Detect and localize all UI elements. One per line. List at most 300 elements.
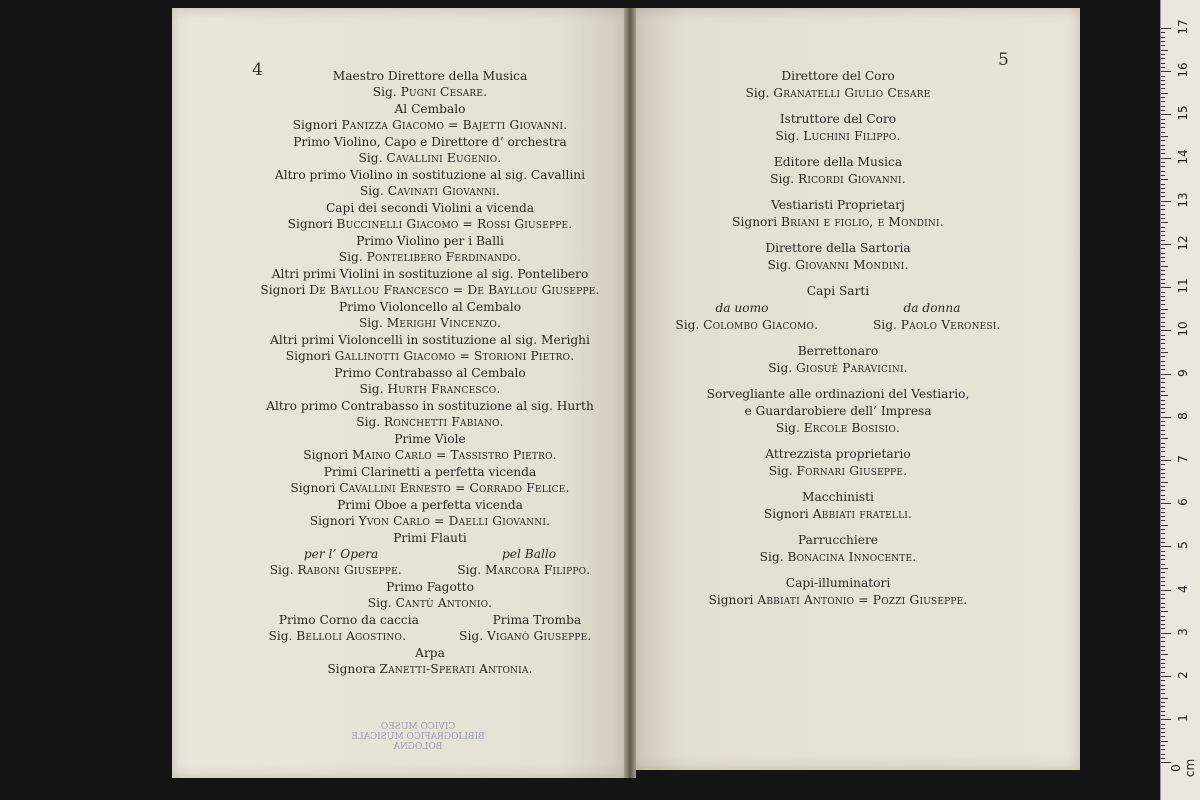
name-prefix: Signori (763, 507, 813, 521)
ruler-tick (1161, 572, 1165, 573)
ruler-tick (1161, 499, 1165, 500)
name-prefix: Sig. (372, 85, 401, 99)
ruler-tick (1161, 343, 1165, 344)
ruler-tick (1161, 28, 1171, 29)
credit-entry (242, 332, 618, 364)
person-line (242, 447, 618, 463)
credit-entry (242, 497, 618, 529)
ruler-tick (1161, 382, 1165, 383)
credit-entry (648, 197, 1028, 231)
ruler-tick (1161, 287, 1171, 288)
ruler-tick (1161, 693, 1165, 694)
ruler-tick (1161, 516, 1165, 517)
person-name: Hurth Francesco. (387, 382, 501, 396)
ruler-tick (1161, 529, 1165, 530)
person-line (648, 420, 1028, 437)
name-prefix: Sig. (745, 86, 774, 100)
name-prefix: Signori (290, 481, 340, 495)
ruler-tick (1161, 41, 1165, 42)
name-prefix: Signori (708, 593, 758, 607)
ruler-tick (1161, 205, 1165, 206)
ruler-tick (1161, 201, 1171, 202)
ruler-tick (1161, 689, 1165, 690)
ruler-label: 7 (1176, 455, 1190, 463)
ruler-tick (1161, 356, 1165, 357)
ruler-tick (1161, 296, 1165, 297)
ruler-tick (1161, 209, 1165, 210)
person-name: Maino Carlo = Tassistro Pietro. (352, 448, 557, 462)
credit-entry (242, 233, 618, 265)
name-prefix: Sig. (768, 464, 797, 478)
ruler-tick (1161, 348, 1165, 349)
ruler-tick (1161, 400, 1165, 401)
ruler-label: 8 (1176, 411, 1190, 420)
ruler-tick (1161, 525, 1168, 526)
name-prefix: Signori (292, 118, 342, 132)
credit-entry (648, 240, 1028, 274)
ruler-tick (1161, 369, 1165, 370)
ruler-tick (1161, 447, 1165, 448)
name-prefix: Signori (303, 448, 353, 462)
ruler-tick (1161, 261, 1165, 262)
ruler-tick (1161, 624, 1165, 625)
ruler-tick (1161, 508, 1165, 509)
ruler-tick (1161, 110, 1165, 111)
ruler-tick (1161, 706, 1165, 707)
person-line (242, 595, 618, 611)
library-stamp (318, 722, 518, 752)
ruler-label: 16 (1176, 62, 1190, 78)
person-name: Bonacina Innocente. (787, 550, 917, 564)
name-prefix: Sig. (367, 596, 396, 610)
ruler-tick (1161, 503, 1171, 504)
name-prefix: Sig. (268, 629, 297, 643)
ruler-tick (1161, 702, 1165, 703)
stamp-line: CIVICO MUSEO (380, 722, 456, 732)
person-name: Cavallini Ernesto = Corrado Felice. (339, 481, 570, 495)
ruler-tick (1161, 300, 1165, 301)
person-name: Abbiati Antonio = Pozzi Giuseppe. (757, 593, 968, 607)
person-name: Marcora Filippo. (485, 563, 591, 577)
name-prefix: Sig. (359, 184, 388, 198)
ruler-tick (1161, 317, 1165, 318)
ruler-tick (1161, 434, 1165, 435)
name-prefix: Sig. (356, 415, 385, 429)
person-name: Panizza Giacomo = Bajetti Giovanni. (341, 118, 568, 132)
flauti-left-label: per l’ Opera (303, 547, 379, 561)
section-heading: Primo Fagotto (386, 580, 474, 594)
ruler-tick (1161, 680, 1165, 681)
name-prefix: Sig. (359, 382, 388, 396)
ruler-tick (1161, 32, 1165, 33)
person-line (648, 85, 1028, 102)
measurement-ruler (1160, 0, 1200, 800)
ruler-tick (1161, 335, 1165, 336)
ruler-tick (1161, 374, 1171, 375)
ruler-tick (1161, 551, 1165, 552)
ruler-tick (1161, 88, 1165, 89)
ruler-tick (1161, 257, 1165, 258)
person-line (648, 549, 1028, 566)
ruler-tick (1161, 495, 1165, 496)
ruler-tick (1161, 166, 1165, 167)
role-title: Altro primo Contrabasso in sostituzione al sig. Hurth (266, 399, 594, 413)
person-line (242, 84, 618, 100)
ruler-tick (1161, 715, 1165, 716)
name-prefix: Signori (732, 215, 781, 229)
ruler-tick (1161, 71, 1171, 72)
ruler-tick (1161, 76, 1165, 77)
person-name: Pontelibero Ferdinando. (366, 250, 522, 264)
ruler-tick (1161, 538, 1165, 539)
role-title: Primi Clarinetti a perfetta vicenda (323, 465, 537, 479)
ruler-tick (1161, 227, 1165, 228)
ruler-tick (1161, 581, 1165, 582)
ruler-tick (1161, 158, 1171, 159)
person-name: Pugni Cesare. (400, 85, 488, 99)
section-heading: Primi Flauti (393, 531, 467, 545)
ruler-tick (1161, 758, 1165, 759)
ruler-tick (1161, 490, 1165, 491)
role-title: Macchinisti (802, 490, 874, 504)
person-name: Paolo Veronesi. (900, 318, 1001, 332)
capi-sarti-names (648, 317, 1028, 334)
ruler-tick (1161, 616, 1165, 617)
person-line (648, 128, 1028, 145)
ruler-tick (1161, 171, 1165, 172)
ruler-tick (1161, 598, 1165, 599)
name-prefix: Signori (260, 283, 310, 297)
ruler-label: 3 (1176, 627, 1190, 636)
credit-entry (648, 386, 1028, 437)
ruler-tick (1161, 667, 1165, 668)
role-title: Sorvegliante alle ordinazioni del Vestiario, (706, 387, 970, 401)
role-title: Primo Violino, Capo e Direttore d’ orchestra (293, 135, 567, 149)
role-title: Altri primi Violoncelli in sostituzione al sig. Merighi (270, 333, 590, 347)
flauti-left-person (270, 562, 402, 578)
name-prefix: Sig. (759, 550, 788, 564)
ruler-tick (1161, 451, 1165, 452)
ruler-tick (1161, 425, 1165, 426)
flauti-right-label: pel Ballo (502, 547, 557, 561)
ruler-label: 15 (1176, 105, 1190, 122)
ruler-tick (1161, 698, 1168, 699)
ruler-tick (1161, 577, 1165, 578)
name-prefix: Sig. (775, 129, 804, 143)
ruler-tick (1161, 270, 1165, 271)
ruler-tick (1161, 114, 1171, 115)
person-name: Cavallini Eugenio. (386, 151, 502, 165)
credit-entry (242, 266, 618, 298)
credit-entry (242, 200, 618, 232)
role-title: Editore della Musica (773, 155, 903, 169)
arpa-section (242, 645, 618, 677)
ruler-tick (1161, 732, 1165, 733)
ruler-tick (1161, 486, 1165, 487)
ruler-tick (1161, 361, 1165, 362)
ruler-tick (1161, 719, 1171, 720)
ruler-tick (1161, 460, 1171, 461)
role-title: Vestiaristi Proprietarj (771, 198, 905, 212)
ruler-tick (1161, 443, 1165, 444)
ruler-tick (1161, 365, 1165, 366)
orchestra-list (242, 68, 618, 529)
ruler-tick (1161, 559, 1165, 560)
credit-entry (648, 68, 1028, 102)
ruler-tick (1161, 594, 1165, 595)
person-name: Raboni Giuseppe. (297, 563, 402, 577)
credit-entry (242, 398, 618, 430)
person-name: Viganò Giuseppe. (486, 629, 592, 643)
ruler-label: 6 (1176, 498, 1190, 507)
person-line (242, 414, 618, 430)
flauti-right-person (457, 562, 590, 578)
section-heading: Arpa (415, 646, 445, 660)
ruler-tick (1161, 754, 1165, 755)
name-prefix: Sig. (338, 250, 367, 264)
ruler-tick (1161, 412, 1165, 413)
ruler-tick (1161, 352, 1168, 353)
ruler-tick (1161, 175, 1165, 176)
ruler-tick (1161, 663, 1165, 664)
book-gutter (624, 8, 636, 778)
ruler-tick (1161, 546, 1171, 547)
role-title: e Guardarobiere dell’ Impresa (744, 404, 932, 418)
role-title: Altri primi Violini in sostituzione al sig. Pontelibero (271, 267, 589, 281)
person-line (648, 257, 1028, 274)
ruler-tick (1161, 304, 1165, 305)
name-prefix: Sig. (269, 563, 298, 577)
ruler-tick (1161, 214, 1165, 215)
name-prefix: Sig. (358, 151, 387, 165)
ruler-tick (1161, 274, 1165, 275)
sarti-right-person (873, 317, 1001, 334)
person-name: Luchini Filippo. (803, 129, 901, 143)
person-name: Yvon Carlo = Daelli Giovanni. (358, 514, 551, 528)
ruler-tick (1161, 149, 1165, 150)
credit-entry (648, 489, 1028, 523)
credit-entry (242, 134, 618, 166)
name-prefix: Signori (309, 514, 359, 528)
person-line (242, 282, 618, 298)
corno-tromba-names (242, 628, 618, 644)
role-title: Direttore del Coro (781, 69, 895, 83)
name-prefix: Sig. (358, 316, 387, 330)
sarti-left-person (675, 317, 818, 334)
name-prefix: Signori (287, 217, 337, 231)
credit-entry (242, 365, 618, 397)
ruler-tick (1161, 279, 1165, 280)
credit-entry (242, 101, 618, 133)
ruler-tick (1161, 50, 1168, 51)
person-name: Giosuè Paravicini. (796, 361, 908, 375)
person-name: Ercole Bosisio. (803, 421, 901, 435)
flauti-names (242, 562, 618, 578)
corno-person (268, 628, 406, 644)
sarti-right-label: da donna (903, 301, 961, 315)
ruler-tick (1161, 650, 1165, 651)
stamp-line: BOLOGNA (393, 742, 443, 752)
role-title: Primo Violino per i Balli (356, 234, 504, 248)
ruler-tick (1161, 67, 1165, 68)
person-line (648, 463, 1028, 480)
page-number-right: 5 (998, 50, 1009, 70)
role-title: Berrettonaro (797, 344, 879, 358)
ruler-tick (1161, 266, 1168, 267)
role-title: Attrezzista proprietario (765, 447, 911, 461)
ruler-tick (1161, 749, 1165, 750)
ruler-tick (1161, 106, 1165, 107)
ruler-tick (1161, 672, 1165, 673)
role-title: Primi Oboe a perfetta vicenda (337, 498, 523, 512)
ruler-tick (1161, 590, 1171, 591)
section-heading: Capi Sarti (806, 284, 870, 298)
name-prefix: Sig. (768, 361, 796, 375)
ruler-tick (1161, 218, 1165, 219)
role-title: Istruttore del Coro (779, 112, 897, 126)
ruler-tick (1161, 292, 1165, 293)
ruler-tick (1161, 659, 1165, 660)
person-name: Colombo Giacomo. (703, 318, 819, 332)
ruler-tick (1161, 555, 1165, 556)
ruler-tick (1161, 54, 1165, 55)
ruler-tick (1161, 633, 1171, 634)
ruler-tick (1161, 542, 1165, 543)
ruler-tick (1161, 192, 1165, 193)
ruler-tick (1161, 179, 1168, 180)
ruler-tick (1161, 438, 1168, 439)
person-name: De Bayllou Francesco = De Bayllou Giuseppe. (309, 283, 600, 297)
ruler-tick (1161, 136, 1168, 137)
ruler-tick (1161, 395, 1168, 396)
person-name: Ronchetti Fabiano. (384, 415, 504, 429)
ruler-tick (1161, 391, 1165, 392)
tromba-person (459, 628, 591, 644)
ruler-tick (1161, 244, 1171, 245)
person-line (648, 171, 1028, 188)
ruler-tick (1161, 58, 1165, 59)
person-line (648, 214, 1028, 231)
ruler-tick (1161, 477, 1165, 478)
ruler-tick (1161, 408, 1165, 409)
ruler-label: 12 (1176, 235, 1190, 251)
staff-list (648, 68, 1028, 274)
ruler-tick (1161, 685, 1165, 686)
ruler-label: 0 cm (1169, 759, 1197, 778)
ruler-tick (1161, 330, 1171, 331)
ruler-label: 5 (1176, 541, 1190, 550)
ruler-tick (1161, 231, 1165, 232)
fagotto-section (242, 579, 618, 611)
ruler-tick (1161, 611, 1168, 612)
corno-tromba-section (242, 612, 618, 644)
role-title: Parrucchiere (797, 533, 879, 547)
ruler-tick (1161, 140, 1165, 141)
ruler-tick (1161, 607, 1165, 608)
person-line (648, 360, 1028, 377)
ruler-tick (1161, 482, 1168, 483)
ruler-tick (1161, 378, 1165, 379)
ruler-tick (1161, 456, 1165, 457)
ruler-tick (1161, 37, 1165, 38)
person-line (242, 150, 618, 166)
name-prefix: Signori (285, 349, 335, 363)
ruler-label: 14 (1176, 148, 1190, 165)
name-prefix: Sig. (775, 421, 804, 435)
credit-entry (242, 299, 618, 331)
credit-entry (648, 154, 1028, 188)
ruler-tick (1161, 728, 1165, 729)
person-line (242, 315, 618, 331)
ruler-tick (1161, 585, 1165, 586)
ruler-tick (1161, 132, 1165, 133)
ruler-tick (1161, 196, 1165, 197)
credit-entry (242, 167, 618, 199)
ruler-tick (1161, 145, 1165, 146)
credit-entry (242, 464, 618, 496)
ruler-tick (1161, 641, 1165, 642)
person-line (648, 506, 1028, 523)
person-name: Ricordi Giovanni. (797, 172, 906, 186)
right-page-text (648, 68, 1028, 618)
credit-entry (242, 68, 618, 100)
ruler-tick (1161, 736, 1165, 737)
corno-label: Primo Corno da caccia (278, 613, 419, 627)
ruler-tick (1161, 309, 1168, 310)
person-name: Gallinotti Giacomo = Storioni Pietro. (334, 349, 575, 363)
person-name: Briani e figlio, e Mondini. (781, 215, 944, 229)
sarti-left-label: da uomo (715, 301, 769, 315)
credit-entry (648, 343, 1028, 377)
staff-list-continued (648, 343, 1028, 609)
credit-entry (648, 111, 1028, 145)
ruler-label: 1 (1176, 714, 1190, 723)
ruler-label: 17 (1176, 19, 1190, 35)
ruler-tick (1161, 45, 1165, 46)
ruler-tick (1161, 101, 1165, 102)
ruler-tick (1161, 283, 1165, 284)
ruler-tick (1161, 404, 1165, 405)
ruler-tick (1161, 620, 1165, 621)
role-title: Maestro Direttore della Musica (332, 69, 528, 83)
capi-sarti-labels (648, 300, 1028, 317)
person-name: Fornari Giuseppe. (796, 464, 908, 478)
person-line (242, 183, 618, 199)
role-title: Direttore della Sartoria (765, 241, 911, 255)
role-title: Altro primo Violino in sostituzione al sig. Cavallini (274, 168, 586, 182)
role-title: Al Cembalo (394, 102, 466, 116)
person-name: Cavinati Giovanni. (387, 184, 501, 198)
ruler-tick (1161, 222, 1168, 223)
ruler-tick (1161, 637, 1165, 638)
ruler-tick (1161, 63, 1165, 64)
ruler-tick (1161, 153, 1165, 154)
ruler-tick (1161, 322, 1165, 323)
person-line (242, 513, 618, 529)
page-number-left: 4 (252, 60, 263, 80)
role-title: Capi dei secondi Violini a vicenda (325, 201, 535, 215)
person-name: Abbiati fratelli. (812, 507, 913, 521)
ruler-tick (1161, 762, 1171, 763)
person-line (242, 249, 618, 265)
ruler-tick (1161, 127, 1165, 128)
ruler-tick (1161, 421, 1165, 422)
name-prefix: Sig. (770, 172, 798, 186)
flauti-section (242, 530, 618, 578)
ruler-tick (1161, 741, 1168, 742)
ruler-tick (1161, 654, 1168, 655)
name-prefix: Sig. (457, 563, 486, 577)
